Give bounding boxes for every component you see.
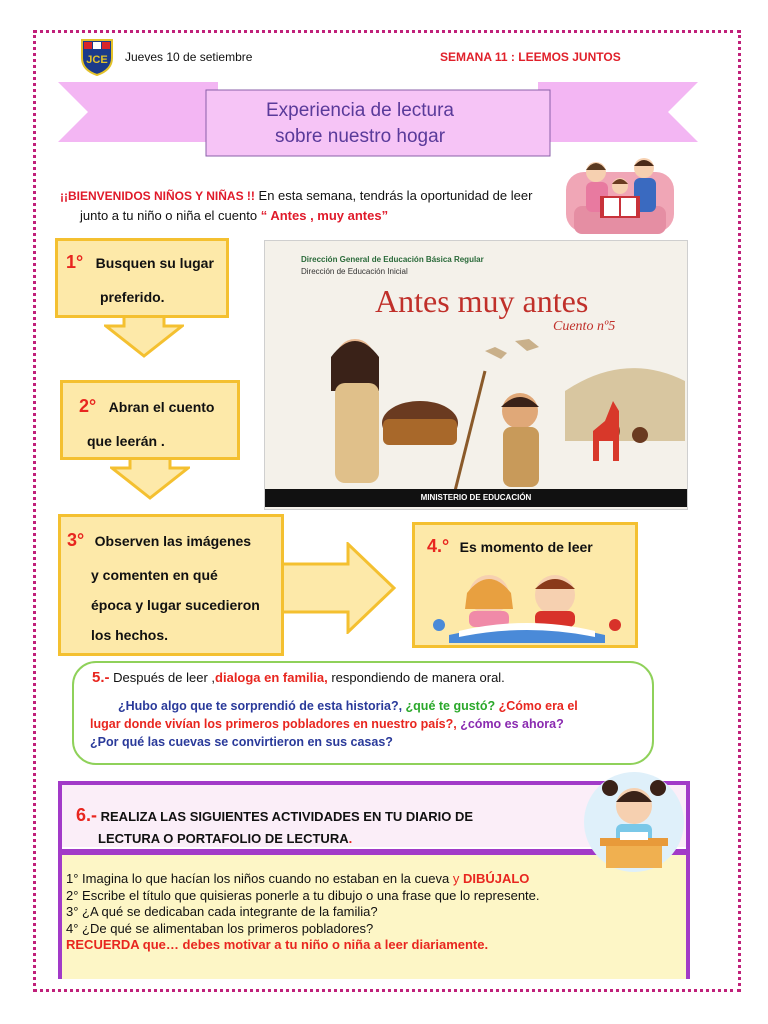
step1-text-line1: Busquen su lugar	[95, 255, 214, 271]
step4-text: Es momento de leer	[459, 539, 593, 555]
book-illustration	[265, 331, 685, 491]
section5-intro-a: Después de leer ,	[109, 670, 216, 685]
welcome-greeting: ¡¡BIENVENIDOS NIÑOS Y NIÑAS !!	[60, 189, 255, 203]
step1-text-line2: preferido.	[100, 289, 165, 305]
section6-title-line2: LECTURA O PORTAFOLIO DE LECTURA	[98, 831, 349, 846]
book-footer: MINISTERIO DE EDUCACIÓN	[265, 489, 687, 507]
step1-box	[55, 238, 229, 318]
step3-text-line2: y comenten en qué	[91, 567, 218, 583]
question-3: ¿Cómo era el	[495, 699, 578, 713]
banner-title-line1: Experiencia de lectura	[266, 100, 454, 121]
step3-arrow	[278, 542, 398, 634]
girl-writing-illustration	[580, 772, 688, 872]
step3-text-line1: Observen las imágenes	[94, 533, 252, 549]
question-2: ¿qué te gustó?	[402, 699, 496, 713]
section6-title-line1: REALIZA LAS SIGUIENTES ACTIVIDADES EN TU DIARIO DE	[97, 809, 474, 824]
welcome-text-1: En esta semana, tendrás la oportunidad de leer	[254, 188, 533, 203]
dialogue-section	[72, 661, 654, 765]
step3-text-line3: época y lugar sucedieron	[91, 597, 260, 613]
step2-text-line1: Abran el cuento	[108, 399, 215, 415]
activity-3-text: 3° ¿A qué se dedicaban cada integrante de la familia?	[66, 904, 378, 919]
banner-title	[210, 98, 510, 150]
step1-number: 1°	[66, 252, 84, 272]
children-reading-illustration	[429, 565, 625, 645]
question-1: ¿Hubo algo que te sorprendió de esta historia?,	[118, 699, 403, 713]
question-4: ¿cómo es ahora?	[456, 717, 564, 731]
activity-2-text: 2° Escribe el título que quisieras ponerle a tu dibujo o una frase que lo represente.	[66, 887, 540, 903]
step2-box	[60, 380, 240, 460]
book-org-1: Dirección General de Educación Básica Regular	[301, 255, 484, 264]
logo-text: JCE	[86, 54, 108, 66]
section6-number: 6.-	[76, 805, 98, 825]
step3-number: 3°	[67, 530, 85, 550]
step2-text-line2: que leerán .	[87, 433, 165, 449]
step2-number: 2°	[79, 396, 97, 416]
activity-1-and: y	[449, 871, 463, 886]
step4-number: 4.°	[427, 536, 450, 556]
date-label: Jueves 10 de setiembre	[125, 50, 253, 64]
activity-1-text: 1° Imagina lo que hacían los niños cuando no estaban en la cueva	[66, 871, 450, 886]
question-3b: lugar donde vivían los primeros pobladores en nuestro país?,	[90, 717, 457, 731]
step3-box	[58, 514, 284, 656]
section6-title-dot: .	[348, 831, 353, 846]
section5-number: 5.-	[92, 669, 110, 686]
activity-4-text: 4° ¿De qué se alimentaban los primeros pobladores?	[66, 920, 374, 936]
book-org-2: Dirección de Educación Inicial	[301, 267, 408, 276]
book-title: Antes muy antes	[375, 283, 589, 319]
welcome-text	[60, 186, 548, 226]
school-logo	[80, 38, 114, 76]
section5-intro-b: dialoga en familia,	[215, 670, 328, 685]
story-title: “ Antes , muy antes”	[257, 208, 389, 223]
welcome-text-2: junto a tu niño o niña el cuento	[80, 208, 258, 223]
reminder-text: RECUERDA que… debes motivar a tu niño o niña a leer diariamente.	[66, 937, 489, 952]
banner-title-line2: sobre nuestro hogar	[274, 126, 446, 147]
step3-text-line4: los hechos.	[91, 627, 169, 643]
section5-intro-c: respondiendo de manera oral.	[327, 670, 505, 685]
book-subtitle: Cuento nº5	[553, 319, 616, 334]
step4-box	[412, 522, 638, 648]
week-label: SEMANA 11 : LEEMOS JUNTOS	[440, 50, 621, 64]
book-cover	[264, 240, 688, 510]
question-5: ¿Por qué las cuevas se convirtieron en sus casas?	[90, 735, 393, 749]
family-reading-illustration	[560, 150, 680, 240]
activity-1-draw: DIBÚJALO	[462, 871, 530, 886]
